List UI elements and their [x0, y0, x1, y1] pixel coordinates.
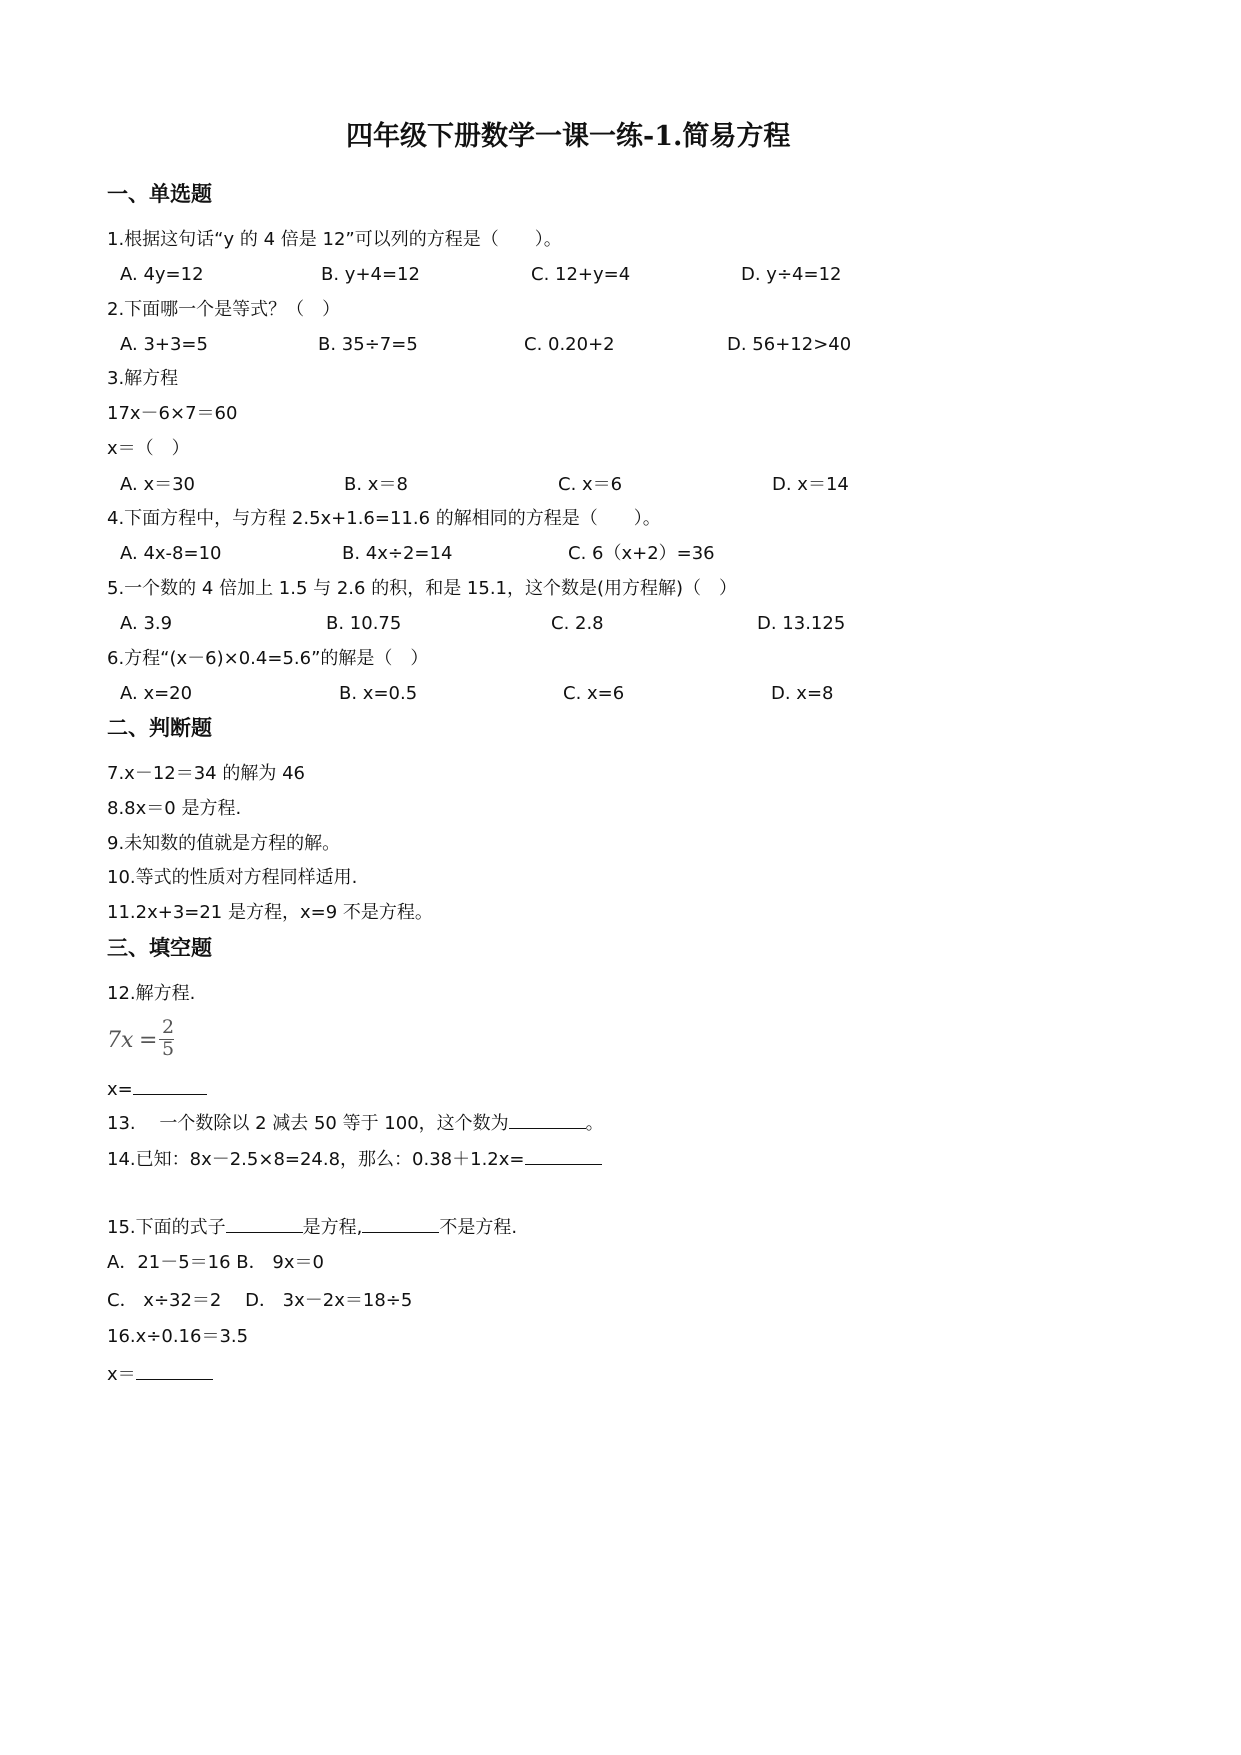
question-7: 7.x－12＝34 的解为 46	[107, 763, 305, 784]
q12-lhs: 7x	[107, 1028, 134, 1053]
q13-end: 。	[585, 1113, 604, 1134]
q16-answer	[107, 1361, 213, 1387]
q15-part-1: 15.下面的式子	[107, 1217, 226, 1238]
q12-fraction-equation	[107, 1018, 177, 1062]
q12-answer	[107, 1076, 207, 1102]
q16-answer-label: x＝	[107, 1364, 136, 1385]
q12-answer-blank[interactable]	[133, 1076, 207, 1095]
q3-ask: x＝（ ）	[107, 438, 190, 459]
question-5: 5.一个数的 4 倍加上 1.5 与 2.6 的积，和是 15.1，这个数是(用方程解)（ ）	[107, 578, 738, 599]
section-heading-fill-blank: 三、填空题	[107, 936, 212, 960]
question-3: 3.解方程	[107, 368, 179, 389]
q13-text: 13. 一个数除以 2 减去 50 等于 100，这个数为	[107, 1113, 509, 1134]
q12-denominator: 5	[162, 1038, 175, 1060]
q4-option-a: A. 4x-8=10	[120, 543, 222, 564]
q3-option-d: D. x＝14	[772, 474, 849, 495]
q15-part-3: 不是方程.	[439, 1217, 518, 1238]
q3-option-c: C. x＝6	[558, 474, 623, 495]
question-8: 8.8x＝0 是方程.	[107, 798, 242, 819]
section-heading-single-choice: 一、单选题	[107, 182, 212, 206]
q1-option-a: A. 4y=12	[120, 264, 204, 285]
question-9: 9.未知数的值就是方程的解。	[107, 833, 341, 854]
q13-answer-blank[interactable]	[509, 1110, 586, 1129]
q4-option-b: B. 4x÷2=14	[342, 543, 453, 564]
question-6: 6.方程“(x－6)×0.4=5.6”的解是（ ）	[107, 648, 429, 669]
q6-option-c: C. x=6	[563, 683, 625, 704]
q1-option-c: C. 12+y=4	[531, 264, 631, 285]
q2-option-d: D. 56+12>40	[727, 334, 852, 355]
q12-numerator: 2	[162, 1016, 175, 1038]
q2-option-c: C. 0.20+2	[524, 334, 615, 355]
q15-blank-2[interactable]	[362, 1214, 439, 1233]
q15-blank-1[interactable]	[226, 1214, 303, 1233]
question-1: 1.根据这句话“y 的 4 倍是 12”可以列的方程是（ ）。	[107, 229, 562, 250]
q2-option-b: B. 35÷7=5	[318, 334, 418, 355]
q12-answer-label: x=	[107, 1079, 133, 1100]
q5-option-d: D. 13.125	[757, 613, 846, 634]
q14-text: 14.已知：8x－2.5×8=24.8，那么：0.38＋1.2x=	[107, 1149, 525, 1170]
q5-option-b: B. 10.75	[326, 613, 402, 634]
q12-equals: =	[139, 1028, 158, 1053]
q6-option-a: A. x=20	[120, 683, 193, 704]
q5-option-a: A. 3.9	[120, 613, 173, 634]
question-10: 10.等式的性质对方程同样适用.	[107, 867, 358, 888]
section-heading-true-false: 二、判断题	[107, 716, 212, 740]
q14-answer-blank[interactable]	[525, 1146, 602, 1165]
question-4: 4.下面方程中，与方程 2.5x+1.6=11.6 的解相同的方程是（ ）。	[107, 508, 661, 529]
question-14	[107, 1146, 602, 1172]
q6-option-d: D. x=8	[771, 683, 834, 704]
question-2: 2.下面哪一个是等式？（ ）	[107, 299, 341, 320]
question-15	[107, 1214, 517, 1240]
q1-option-d: D. y÷4=12	[741, 264, 842, 285]
q3-equation: 17x－6×7＝60	[107, 403, 238, 424]
question-11: 11.2x+3=21 是方程，x=9 不是方程。	[107, 902, 433, 923]
q15-options-line-2: C． x÷32＝2 D． 3x－2x＝18÷5	[107, 1290, 413, 1311]
page-title: 四年级下册数学一课一练-1.简易方程	[346, 121, 791, 152]
q15-part-2: 是方程,	[302, 1217, 363, 1238]
q3-option-b: B. x＝8	[344, 474, 408, 495]
q2-option-a: A. 3+3=5	[120, 334, 208, 355]
q5-option-c: C. 2.8	[551, 613, 604, 634]
q1-option-b: B. y+4=12	[321, 264, 420, 285]
question-13	[107, 1110, 604, 1136]
q3-option-a: A. x＝30	[120, 474, 195, 495]
question-12: 12.解方程.	[107, 983, 196, 1004]
q15-options-line-1: A．21－5＝16 B． 9x＝0	[107, 1252, 324, 1273]
question-16: 16.x÷0.16＝3.5	[107, 1326, 249, 1347]
q16-answer-blank[interactable]	[136, 1361, 213, 1380]
q4-option-c: C. 6（x+2）=36	[568, 543, 715, 564]
q6-option-b: B. x=0.5	[339, 683, 418, 704]
